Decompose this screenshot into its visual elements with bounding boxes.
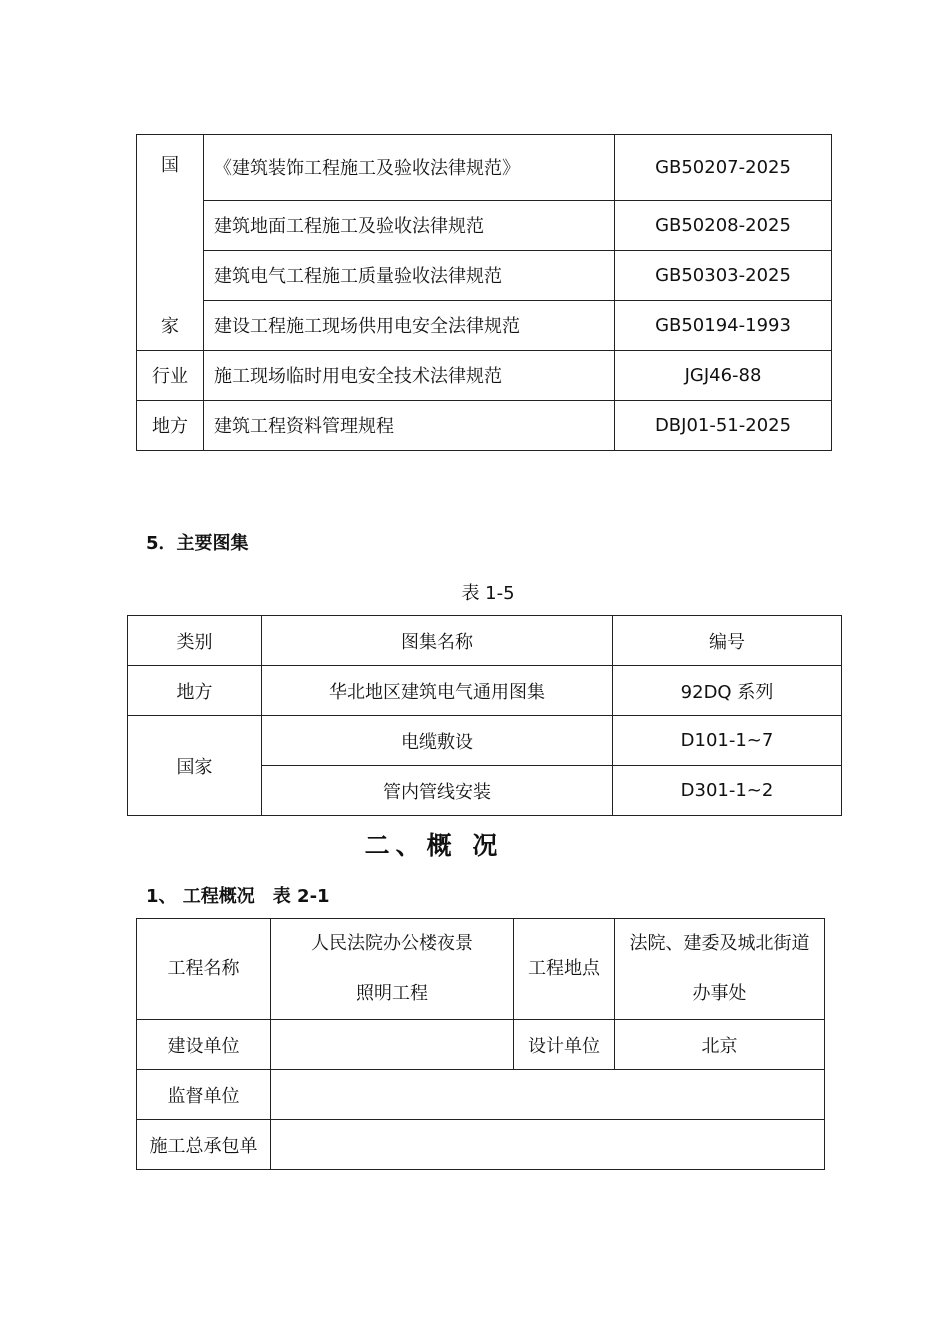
standard-name-cell: 建设工程施工现场供用电安全法律规范 <box>204 300 615 350</box>
field-value: 北京 <box>615 1020 825 1070</box>
table-caption: 表 1-5 <box>461 583 515 604</box>
location-line: 法院、建委及城北街道 <box>629 933 810 954</box>
table-row <box>137 200 832 250</box>
field-value <box>271 919 514 1020</box>
atlas-code-cell: D301-1~2 <box>613 766 842 816</box>
section-title: 1、 工程概况 表 2-1 <box>146 886 330 907</box>
table-row <box>137 1070 825 1120</box>
column-header: 类别 <box>128 616 262 666</box>
field-label: 工程名称 <box>137 919 271 1020</box>
table-row <box>128 716 842 766</box>
table-row <box>137 350 832 400</box>
category-cell: 地方 <box>137 400 204 450</box>
table-row <box>137 250 832 300</box>
field-value <box>271 1120 825 1170</box>
category-cell: 国 <box>137 135 204 201</box>
table-row <box>128 666 842 716</box>
atlas-code-cell: D101-1~7 <box>613 716 842 766</box>
standard-name-cell: 建筑工程资料管理规程 <box>204 400 615 450</box>
atlas-table <box>127 615 842 816</box>
field-label: 施工总承包单 <box>137 1120 271 1170</box>
standard-name-cell: 《建筑装饰工程施工及验收法律规范》 <box>204 135 615 201</box>
table-row <box>137 135 832 201</box>
atlas-code-cell: 92DQ 系列 <box>613 666 842 716</box>
project-name-line: 人民法院办公楼夜景 <box>311 933 473 954</box>
chapter-title: 二、概 况 <box>364 831 504 860</box>
table-row <box>137 919 825 1020</box>
table-row <box>137 300 832 350</box>
standard-code-cell: DBJ01-51-2025 <box>615 400 832 450</box>
project-name-line: 照明工程 <box>356 983 428 1004</box>
table-row <box>137 1120 825 1170</box>
standard-code-cell: GB50207-2025 <box>615 135 832 201</box>
category-cell: 家 <box>137 300 204 350</box>
field-label: 监督单位 <box>137 1070 271 1120</box>
column-header: 编号 <box>613 616 842 666</box>
field-value <box>615 919 825 1020</box>
category-cell <box>137 200 204 250</box>
category-cell <box>137 250 204 300</box>
standard-code-cell: JGJ46-88 <box>615 350 832 400</box>
table-header-row <box>128 616 842 666</box>
table-row <box>137 1020 825 1070</box>
category-cell: 行业 <box>137 350 204 400</box>
field-label: 设计单位 <box>514 1020 615 1070</box>
category-cell: 国家 <box>128 716 262 816</box>
atlas-name-cell: 电缆敷设 <box>262 716 613 766</box>
field-label: 工程地点 <box>514 919 615 1020</box>
field-value <box>271 1070 825 1120</box>
standard-name-cell: 施工现场临时用电安全技术法律规范 <box>204 350 615 400</box>
atlas-name-cell: 华北地区建筑电气通用图集 <box>262 666 613 716</box>
field-value <box>271 1020 514 1070</box>
location-line: 办事处 <box>692 983 747 1004</box>
atlas-name-cell: 管内管线安装 <box>262 766 613 816</box>
column-header: 图集名称 <box>262 616 613 666</box>
category-cell: 地方 <box>128 666 262 716</box>
overview-table <box>136 918 825 1170</box>
standard-name-cell: 建筑地面工程施工及验收法律规范 <box>204 200 615 250</box>
table-row <box>137 400 832 450</box>
standard-code-cell: GB50194-1993 <box>615 300 832 350</box>
standards-table <box>136 134 832 451</box>
field-label: 建设单位 <box>137 1020 271 1070</box>
standard-code-cell: GB50208-2025 <box>615 200 832 250</box>
standard-name-cell: 建筑电气工程施工质量验收法律规范 <box>204 250 615 300</box>
standard-code-cell: GB50303-2025 <box>615 250 832 300</box>
section-title: 5．主要图集 <box>146 533 249 554</box>
